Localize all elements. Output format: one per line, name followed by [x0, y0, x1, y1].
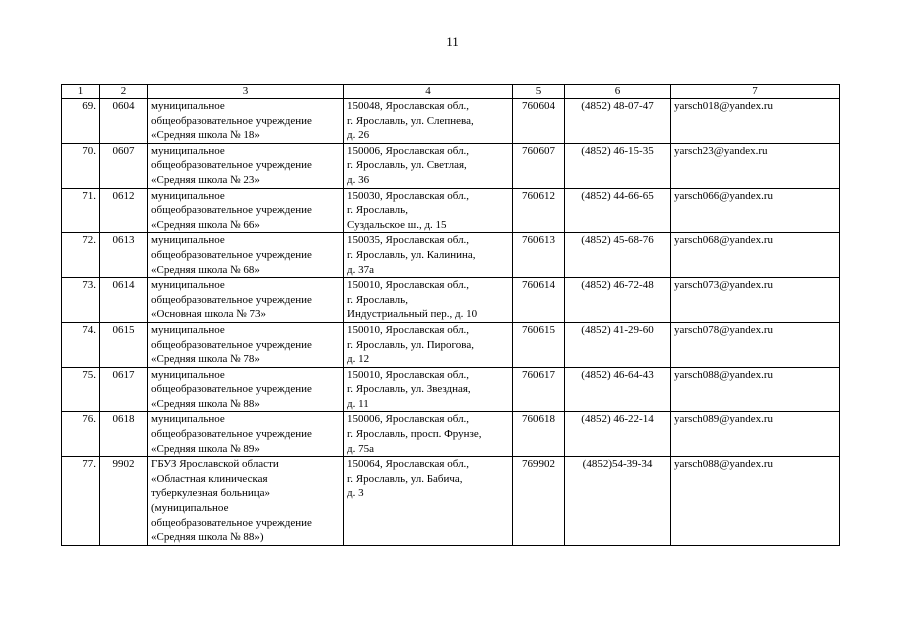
index-cell: 769902: [513, 457, 565, 546]
address-line: г. Ярославль, просп. Фрунзе,: [347, 428, 482, 441]
address-line: Суздальское ш., д. 15: [347, 218, 447, 231]
institution-name-line: муниципальное: [151, 413, 225, 426]
institution-name-cell: [148, 143, 344, 188]
address-line: д. 11: [347, 397, 369, 410]
column-header: 1: [62, 85, 100, 99]
address-line: 150010, Ярославская обл.,: [347, 323, 470, 336]
institution-name-line: общеобразовательное учреждение: [151, 516, 312, 529]
institution-name-line: муниципальное: [151, 144, 225, 157]
phone-cell: (4852) 45-68-76: [565, 233, 671, 278]
institution-name-line: «Средняя школа № 78»: [151, 353, 260, 366]
institution-name-cell: [148, 322, 344, 367]
row-number-cell: 69.: [62, 99, 100, 144]
address-line: д. 12: [347, 353, 370, 366]
address-line: 150035, Ярославская обл.,: [347, 234, 470, 247]
institutions-table: [61, 84, 840, 546]
address-line: г. Ярославль, ул. Пирогова,: [347, 338, 474, 351]
institution-name-line: общеобразовательное учреждение: [151, 383, 312, 396]
phone-cell: (4852) 41-29-60: [565, 322, 671, 367]
address-line: г. Ярославль, ул. Слепнева,: [347, 114, 474, 127]
institution-name-line: «Средняя школа № 89»: [151, 442, 260, 455]
institution-name-cell: [148, 278, 344, 323]
email-cell: yarsch088@yandex.ru: [671, 457, 840, 546]
institution-name-line: общеобразовательное учреждение: [151, 204, 312, 217]
email-cell: yarsch088@yandex.ru: [671, 367, 840, 412]
address-line: 150048, Ярославская обл.,: [347, 100, 470, 112]
address-line: Индустриальный пер., д. 10: [347, 308, 478, 321]
address-cell: [344, 99, 513, 144]
institution-name-line: муниципальное: [151, 279, 225, 292]
table-row: [62, 367, 840, 412]
row-number-cell: 73.: [62, 278, 100, 323]
phone-cell: (4852) 44-66-65: [565, 188, 671, 233]
email-cell: yarsch018@yandex.ru: [671, 99, 840, 144]
institution-name-cell: [148, 457, 344, 546]
table-row: [62, 278, 840, 323]
address-line: 150006, Ярославская обл.,: [347, 144, 470, 157]
address-line: 150064, Ярославская обл.,: [347, 458, 470, 471]
address-cell: [344, 188, 513, 233]
institution-name-cell: [148, 99, 344, 144]
address-line: г. Ярославль, ул. Бабича,: [347, 472, 463, 485]
institution-name-line: муниципальное: [151, 234, 225, 247]
address-line: д. 75а: [347, 442, 374, 455]
column-header: 5: [513, 85, 565, 99]
address-line: 150006, Ярославская обл.,: [347, 413, 470, 426]
phone-cell: (4852) 46-72-48: [565, 278, 671, 323]
row-number-cell: 75.: [62, 367, 100, 412]
address-line: г. Ярославль,: [347, 204, 408, 217]
institution-name-line: муниципальное: [151, 189, 225, 202]
row-number-cell: 70.: [62, 143, 100, 188]
address-cell: [344, 233, 513, 278]
address-cell: [344, 412, 513, 457]
institution-name-line: «Областная клиническая: [151, 472, 268, 485]
institution-name-cell: [148, 412, 344, 457]
column-header: 3: [148, 85, 344, 99]
institution-name-line: «Средняя школа № 23»: [151, 173, 260, 186]
code-cell: 0612: [100, 188, 148, 233]
institution-name-cell: [148, 367, 344, 412]
table-row: [62, 99, 840, 144]
institution-name-line: «Основная школа № 73»: [151, 308, 266, 321]
column-header: 4: [344, 85, 513, 99]
row-number-cell: 74.: [62, 322, 100, 367]
email-cell: yarsch078@yandex.ru: [671, 322, 840, 367]
institution-name-cell: [148, 188, 344, 233]
code-cell: 0613: [100, 233, 148, 278]
code-cell: 0614: [100, 278, 148, 323]
address-cell: [344, 278, 513, 323]
institution-name-line: общеобразовательное учреждение: [151, 248, 312, 261]
institution-name-line: муниципальное: [151, 100, 225, 112]
index-cell: 760615: [513, 322, 565, 367]
row-number-cell: 72.: [62, 233, 100, 278]
phone-cell: (4852) 46-22-14: [565, 412, 671, 457]
institution-name-line: муниципальное: [151, 368, 225, 381]
address-cell: [344, 143, 513, 188]
header-row: [62, 85, 840, 99]
institution-name-cell: [148, 233, 344, 278]
column-header: 7: [671, 85, 840, 99]
code-cell: 0617: [100, 367, 148, 412]
institution-name-line: «Средняя школа № 18»: [151, 129, 260, 142]
phone-cell: (4852) 48-07-47: [565, 99, 671, 144]
address-line: 150010, Ярославская обл.,: [347, 279, 470, 292]
email-cell: yarsch23@yandex.ru: [671, 143, 840, 188]
phone-cell: (4852) 46-64-43: [565, 367, 671, 412]
table-row: [62, 412, 840, 457]
code-cell: 0607: [100, 143, 148, 188]
page-number: 11: [446, 34, 459, 49]
address-line: д. 26: [347, 129, 370, 142]
table-row: [62, 322, 840, 367]
table-row: [62, 143, 840, 188]
email-cell: yarsch068@yandex.ru: [671, 233, 840, 278]
institution-name-line: общеобразовательное учреждение: [151, 428, 312, 441]
address-line: г. Ярославль, ул. Светлая,: [347, 159, 467, 172]
code-cell: 0618: [100, 412, 148, 457]
index-cell: 760604: [513, 99, 565, 144]
address-line: г. Ярославль, ул. Калинина,: [347, 248, 476, 261]
index-cell: 760612: [513, 188, 565, 233]
address-line: д. 36: [347, 173, 370, 186]
address-cell: [344, 367, 513, 412]
index-cell: 760607: [513, 143, 565, 188]
row-number-cell: 71.: [62, 188, 100, 233]
email-cell: yarsch089@yandex.ru: [671, 412, 840, 457]
column-header: 2: [100, 85, 148, 99]
code-cell: 9902: [100, 457, 148, 546]
institution-name-line: ГБУЗ Ярославской области: [151, 458, 279, 471]
address-line: д. 37а: [347, 263, 374, 276]
institution-name-line: (муниципальное: [151, 502, 229, 515]
address-line: 150030, Ярославская обл.,: [347, 189, 470, 202]
institution-name-line: общеобразовательное учреждение: [151, 159, 312, 172]
index-cell: 760614: [513, 278, 565, 323]
institution-name-line: «Средняя школа № 68»: [151, 263, 260, 276]
address-line: 150010, Ярославская обл.,: [347, 368, 470, 381]
table-row: [62, 188, 840, 233]
institution-name-line: «Средняя школа № 88»: [151, 397, 260, 410]
index-cell: 760613: [513, 233, 565, 278]
institution-name-line: туберкулезная больница»: [151, 487, 270, 500]
institution-name-line: «Средняя школа № 88»): [151, 531, 264, 544]
row-number-cell: 76.: [62, 412, 100, 457]
index-cell: 760618: [513, 412, 565, 457]
code-cell: 0615: [100, 322, 148, 367]
institution-name-line: общеобразовательное учреждение: [151, 114, 312, 127]
address-line: г. Ярославль,: [347, 293, 408, 306]
column-header: 6: [565, 85, 671, 99]
email-cell: yarsch073@yandex.ru: [671, 278, 840, 323]
table-body: [62, 99, 840, 546]
institution-name-line: общеобразовательное учреждение: [151, 338, 312, 351]
row-number-cell: 77.: [62, 457, 100, 546]
address-cell: [344, 322, 513, 367]
code-cell: 0604: [100, 99, 148, 144]
table-row: [62, 233, 840, 278]
email-cell: yarsch066@yandex.ru: [671, 188, 840, 233]
address-cell: [344, 457, 513, 546]
phone-cell: (4852)54-39-34: [565, 457, 671, 546]
table-row: [62, 457, 840, 546]
institution-name-line: «Средняя школа № 66»: [151, 218, 260, 231]
index-cell: 760617: [513, 367, 565, 412]
institution-name-line: муниципальное: [151, 323, 225, 336]
institution-name-line: общеобразовательное учреждение: [151, 293, 312, 306]
address-line: д. 3: [347, 487, 364, 500]
phone-cell: (4852) 46-15-35: [565, 143, 671, 188]
address-line: г. Ярославль, ул. Звездная,: [347, 383, 471, 396]
